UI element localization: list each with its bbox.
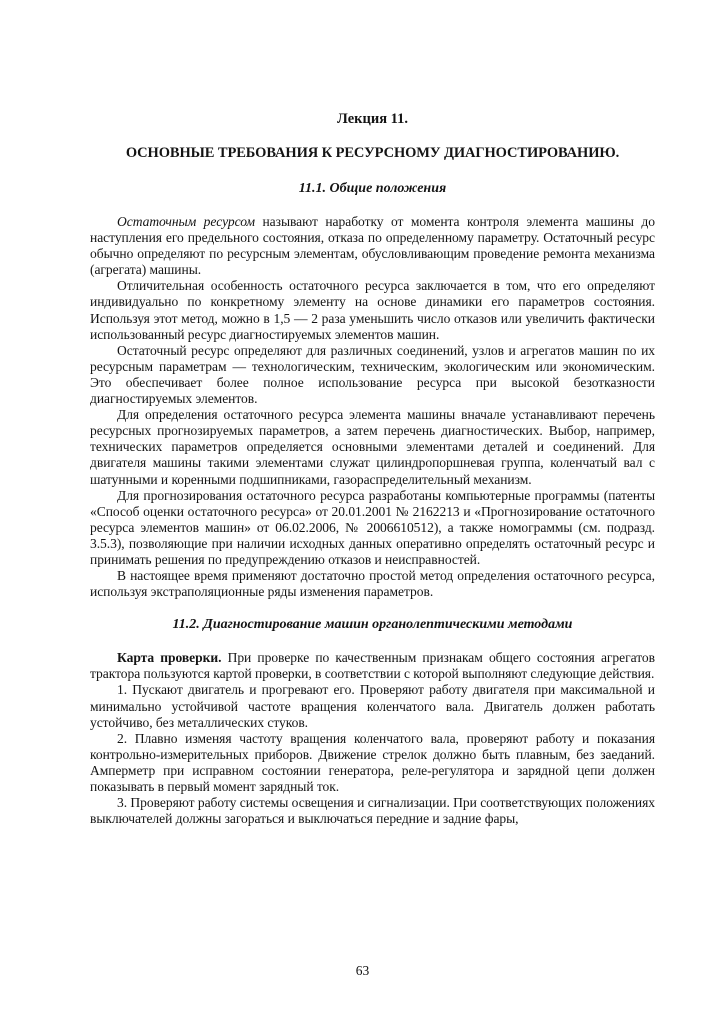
paragraph-2: Отличительная особенность остаточного ресурса заключается в том, что его определяют индивидуально по конкретному элементу на основе динамики его параметров состояния. Используя этот метод, можно в 1,5 — 2 раза уменьшить число отказов или увеличить фактически использованный ресурс диагностируемых элементов машин. bbox=[90, 278, 655, 342]
paragraph-6: В настоящее время применяют достаточно простой метод определения остаточного ресурса, используя экстраполяционные ряды изменения параметров. bbox=[90, 568, 655, 600]
page-content bbox=[90, 110, 655, 827]
lecture-title: Лекция 11. bbox=[337, 111, 408, 127]
paragraph-5: Для прогнозирования остаточного ресурса разработаны компьютерные программы (патенты «Способ оценки остаточного ресурса» от 20.01.2001 № 2162213 и «Прогнозирование остаточного ресурса элементов машин» от 06.02.2006, № 2006610512), а также номограммы (см. подразд. 3.5.3), позволяющие при наличии исходных данных оперативно определять остаточный ресурс и принимать решения по предупреждению отказов и неисправностей. bbox=[90, 487, 655, 567]
check-card-lead: Карта проверки. bbox=[117, 650, 222, 666]
paragraph-4: Для определения остаточного ресурса элемента машины вначале устанавливают перечень ресурсных прогнозируемых параметров, а затем перечень диагностических. Выбор, например, технических параметров определяется основными элементами деталей и соединений. Для двигателя машины такими элементами служат цилиндропоршневая группа, коленчатый вал с шатунными и коренными подшипниками, газораспределительный механизм. bbox=[90, 407, 655, 487]
list-item-2: 2. Плавно изменяя частоту вращения коленчатого вала, проверяют работу и показания контрольно-измерительных приборов. Движение стрелок должно быть плавным, без заеданий. Амперметр при исправном состоянии генератора, реле-регулятора и зарядной цепи должен показывать в первый момент зарядный ток. bbox=[90, 730, 655, 794]
paragraph-7-text: При проверке по качественным признакам общего состояния агрегатов трактора пользуются картой проверки, в соответствии с которой выполняют следующие действия. bbox=[90, 650, 655, 682]
list-item-1: 1. Пускают двигатель и прогревают его. Проверяют работу двигателя при максимальной и минимально устойчивой частоте вращения коленчатого вала. Двигатель должен работать устойчиво, без металлических стуков. bbox=[90, 682, 655, 730]
paragraph-1 bbox=[90, 214, 655, 278]
section-1-title: 11.1. Общие положения bbox=[298, 181, 447, 196]
list-item-3: 3. Проверяют работу системы освещения и сигнализации. При соответствующих положениях выключателей должны загораться и выключаться передние и задние фары, bbox=[90, 795, 655, 827]
main-title: ОСНОВНЫЕ ТРЕБОВАНИЯ К РЕСУРСНОМУ ДИАГНОСТИРОВАНИЮ. bbox=[125, 145, 620, 161]
page-number: 63 bbox=[355, 963, 370, 978]
spacer bbox=[90, 600, 655, 616]
paragraph-3: Остаточный ресурс определяют для различных соединений, узлов и агрегатов машин по их ресурсным параметрам — технологическим, техническим, экологическим или экономическим. Это обеспечивает более полное использование ресурса при высокой безотказности диагностируемых элементов. bbox=[90, 342, 655, 407]
section-2-title: 11.2. Диагностирование машин органолептическими методами bbox=[172, 617, 573, 633]
paragraph-1-text: называют наработку от момента контроля элемента машины до наступления его предельного состояния, отказа по определенному параметру. Остаточный ресурс обычно определяют по ресурсным элементам, обусловливающим проведение ремонта механизма (агрегата) машины. bbox=[90, 214, 655, 278]
paragraph-7 bbox=[90, 650, 655, 682]
term-residual-resource: Остаточным ресурсом bbox=[117, 214, 256, 229]
